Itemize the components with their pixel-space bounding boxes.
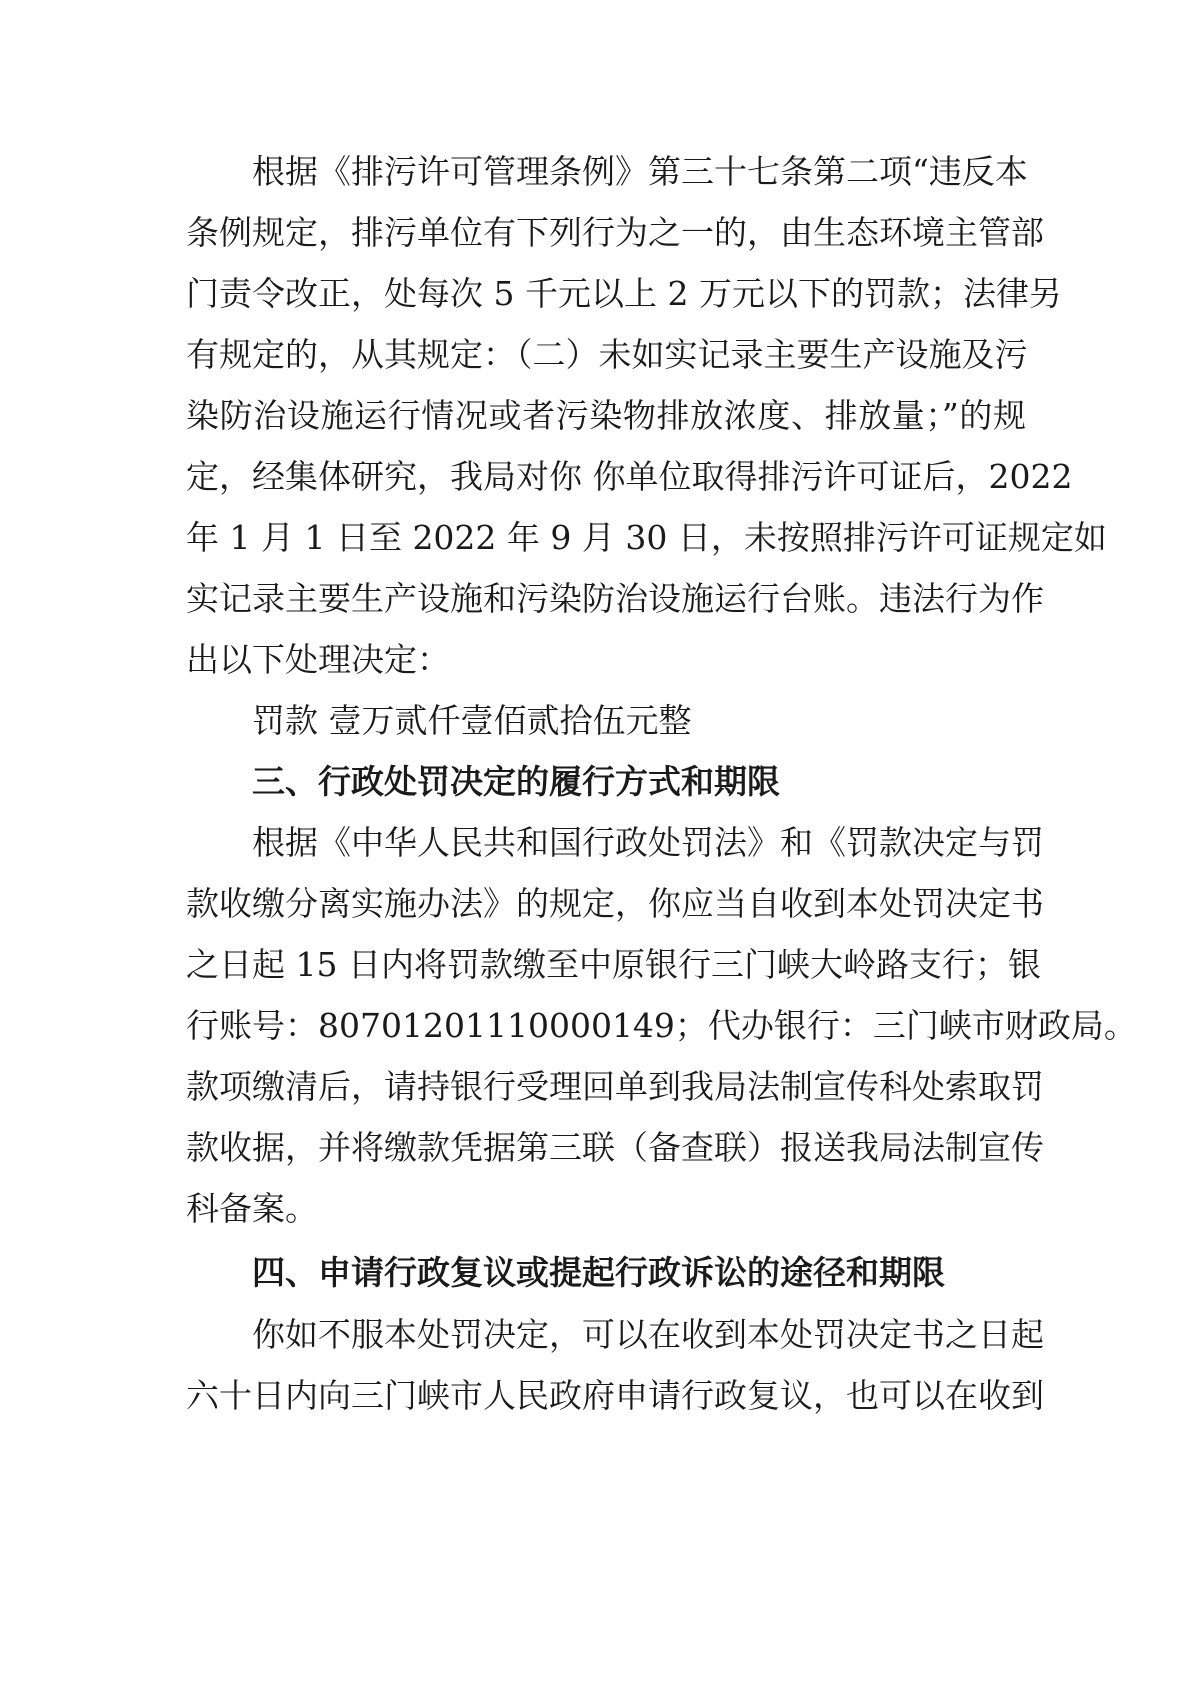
paragraph-line: 行账号：80701201110000149；代办银行：三门峡市财政局。 — [186, 1006, 1137, 1045]
paragraph-line: 门责令改正，处每次 5 千元以上 2 万元以下的罚款；法律另 — [186, 274, 1062, 313]
paragraph-line: 年 1 月 1 日至 2022 年 9 月 30 日，未按照排污许可证规定如 — [186, 518, 1107, 557]
section-heading: 四、申请行政复议或提起行政诉讼的途径和期限 — [252, 1253, 945, 1292]
paragraph-line: 有规定的，从其规定：（二）未如实记录主要生产设施及污 — [186, 335, 1028, 374]
paragraph-line: 定，经集体研究，我局对你 你单位取得排污许可证后，2022 — [186, 457, 1073, 496]
paragraph-line: 根据《中华人民共和国行政处罚法》和《罚款决定与罚 — [252, 823, 1044, 862]
paragraph-line: 你如不服本处罚决定，可以在收到本处罚决定书之日起 — [252, 1315, 1044, 1354]
paragraph-line: 出以下处理决定： — [186, 640, 450, 679]
section-heading: 三、行政处罚决定的履行方式和期限 — [252, 762, 780, 801]
paragraph-line: 款项缴清后，请持银行受理回单到我局法制宣传科处索取罚 — [186, 1067, 1044, 1106]
paragraph-line: 根据《排污许可管理条例》第三十七条第二项“违反本 — [252, 152, 1028, 191]
paragraph-line: 实记录主要生产设施和污染防治设施运行台账。违法行为作 — [186, 579, 1044, 618]
paragraph-line: 之日起 15 日内将罚款缴至中原银行三门峡大岭路支行；银 — [186, 945, 1041, 984]
paragraph-line: 六十日内向三门峡市人民政府申请行政复议，也可以在收到 — [186, 1376, 1044, 1415]
penalty-amount: 罚款 壹万贰仟壹佰贰拾伍元整 — [252, 701, 692, 740]
paragraph-line: 款收缴分离实施办法》的规定，你应当自收到本处罚决定书 — [186, 884, 1044, 923]
paragraph-line: 条例规定，排污单位有下列行为之一的，由生态环境主管部 — [186, 213, 1044, 252]
paragraph-line: 染防治设施运行情况或者污染物排放浓度、排放量；”的规 — [186, 396, 1026, 435]
paragraph-line: 款收据，并将缴款凭据第三联（备查联）报送我局法制宣传 — [186, 1128, 1044, 1167]
paragraph-line: 科备案。 — [186, 1189, 318, 1228]
